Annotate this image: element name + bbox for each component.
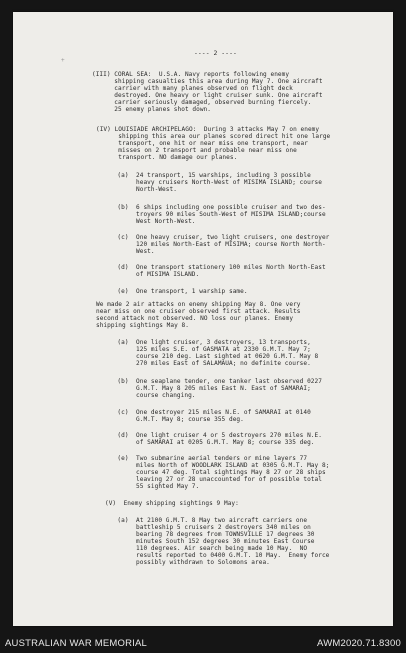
- text-line: bearing 78 degrees from TOWNSVILLE 17 degrees 30: [110, 531, 315, 538]
- text-line: 270 miles East of SALAMAUA; no definite course.: [110, 360, 311, 367]
- text-line: shipping casualties this area during May 7. One aircraft: [92, 78, 323, 85]
- text-line: North-West.: [110, 186, 177, 193]
- punch-mark: +: [61, 57, 65, 64]
- record-id-label: AWM2020.71.8300: [317, 638, 401, 649]
- text-line: near miss on one cruiser observed first attack. Results: [96, 308, 301, 315]
- text-line: course 47 deg. Total sightings May 8 27 or 28 ships: [110, 469, 326, 476]
- document-page: [13, 12, 393, 626]
- text-line: minutes South 152 degrees 30 minutes East Course: [110, 538, 315, 545]
- text-line: miles North of WOODLARK ISLAND at 0305 G.M.T. May 8;: [110, 462, 330, 469]
- text-line: G.M.T. May 8 205 miles East N. East of SAMARAI;: [110, 385, 311, 392]
- text-line: heavy cruisers North-West of MISIMA ISLAND; course: [110, 179, 322, 186]
- text-line: (V) Enemy shipping sightings 9 May:: [105, 500, 239, 507]
- text-line: We made 2 air attacks on enemy shipping May 8. One very: [96, 301, 301, 308]
- text-line: misses on 2 transport and probable near miss one: [96, 147, 297, 154]
- text-line: West North-West.: [110, 218, 196, 225]
- text-line: (IV) LOUISIADE ARCHIPELAGO: During 3 attacks May 7 on enemy: [96, 126, 320, 133]
- text-line: carrier with many planes observed on flight deck: [92, 85, 293, 92]
- text-line: (III) CORAL SEA: U.S.A. Navy reports following enemy: [92, 71, 290, 78]
- text-line: transport. NO damage our planes.: [96, 154, 238, 161]
- text-line: (e) One transport, 1 warship same.: [110, 288, 248, 295]
- text-line: destroyed. One heavy or light cruiser sunk. One aircraft: [92, 92, 323, 99]
- institution-label: AUSTRALIAN WAR MEMORIAL: [5, 638, 148, 649]
- text-line: carrier seriously damaged, observed burning fiercely.: [92, 99, 312, 106]
- text-line: transport, one hit or near miss one transport, near: [96, 140, 308, 147]
- text-line: 120 miles North-East of MISIMA; course North North-: [110, 241, 326, 248]
- text-line: (a) One light cruiser, 3 destroyers, 13 transports,: [110, 339, 311, 346]
- text-line: second attack not observed. NO loss our planes. Enemy: [96, 315, 294, 322]
- text-line: (e) Two submarine aerial tenders or mine layers 77: [110, 455, 308, 462]
- text-line: (c) One heavy cruiser, two light cruisers, one destroyer: [110, 234, 330, 241]
- text-line: results reported to 0400 G.M.T. 10 May. Enemy force: [110, 552, 330, 559]
- text-line: (d) One light cruiser 4 or 5 destroyers 270 miles N.E.: [110, 432, 322, 439]
- text-line: battleship 5 cruisers 2 destroyers 340 miles on: [110, 524, 311, 531]
- text-line: (b) One seaplane tender, one tanker last observed 0227: [110, 378, 322, 385]
- text-line: 55 sighted May 7.: [110, 483, 200, 490]
- text-line: G.M.T. May 8; course 355 deg.: [110, 416, 244, 423]
- text-line: leaving 27 or 28 unaccounted for of possible total: [110, 476, 322, 483]
- page-number: ---- 2 ----: [194, 49, 237, 57]
- text-line: 125 miles S.E. of GASMATA at 2330 G.M.T. May 7;: [110, 346, 311, 353]
- text-line: (c) One destroyer 215 miles N.E. of SAMARAI at 0140: [110, 409, 311, 416]
- text-line: West.: [110, 248, 155, 255]
- text-line: of SAMARAI at 0205 G.M.T. May 8; course 335 deg.: [110, 439, 315, 446]
- text-line: troyers 90 miles South-West of MISIMA ISLAND;course: [110, 211, 326, 218]
- text-line: (a) At 2100 G.M.T. 8 May two aircraft carriers one: [110, 517, 308, 524]
- archive-footer: [0, 628, 406, 653]
- text-line: possibly withdrawn to Solomons area.: [110, 559, 270, 566]
- text-line: shipping sightings May 8.: [96, 322, 189, 329]
- text-line: (b) 6 ships including one possible cruiser and two des-: [110, 204, 326, 211]
- text-line: 25 enemy planes shot down.: [92, 106, 211, 113]
- text-line: of MISIMA ISLAND.: [110, 271, 200, 278]
- text-line: course changing.: [110, 392, 196, 399]
- text-line: (d) One transport stationery 100 miles North North-East: [110, 264, 326, 271]
- text-line: (a) 24 transport, 15 warships, including 3 possible: [110, 172, 311, 179]
- text-line: course 210 deg. Last sighted at 0620 G.M.T. May 8: [110, 353, 319, 360]
- text-line: shipping this area our planes scored direct hit one large: [96, 133, 331, 140]
- text-line: 110 degrees. Air search being made 10 May. NO: [110, 545, 308, 552]
